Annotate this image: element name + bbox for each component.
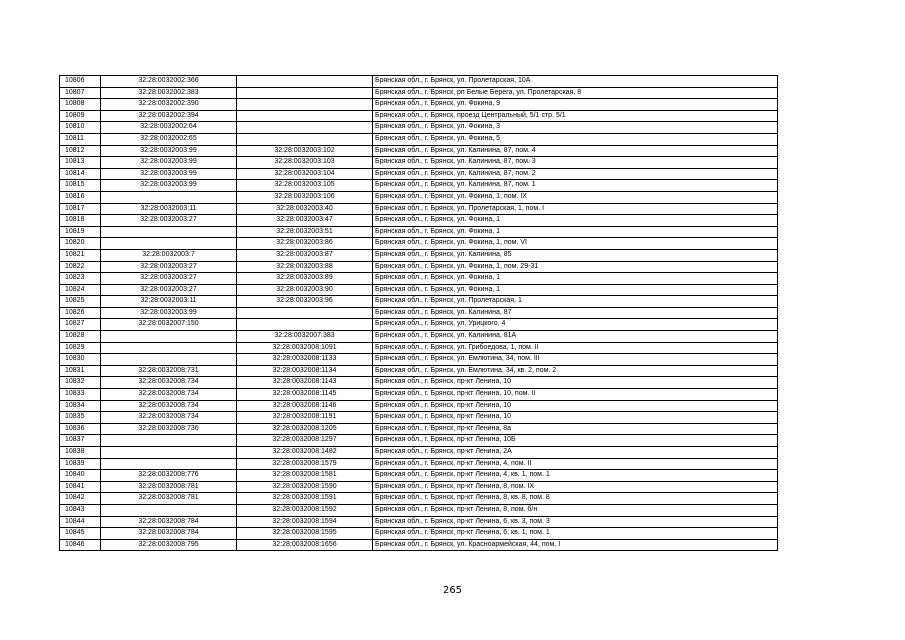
object-cadastral-number-cell: 32:28:0032003:51	[237, 226, 373, 238]
row-number-cell: 10815	[60, 180, 101, 192]
table-row	[60, 99, 778, 111]
table-row	[60, 365, 778, 377]
row-number-cell: 10824	[60, 284, 101, 296]
table-row	[60, 249, 778, 261]
address-cell: Брянская обл., г. Брянск, пр-кт Ленина, 6, кв. 1, пом. 1	[373, 528, 778, 540]
row-number-cell: 10835	[60, 412, 101, 424]
address-cell: Брянская обл., г. Брянск, пр-кт Ленина, 4, пом. II	[373, 458, 778, 470]
row-number-cell: 10844	[60, 516, 101, 528]
property-table-body	[60, 76, 778, 551]
object-cadastral-number-cell: 32:28:0032008:1592	[237, 504, 373, 516]
address-cell: Брянская обл., г. Брянск, ул. Красноармейская, 44, пом. I	[373, 539, 778, 551]
object-cadastral-number-cell: 32:28:0032008:1145	[237, 389, 373, 401]
cadastral-number-cell: 32:28:0032008:734	[101, 389, 237, 401]
object-cadastral-number-cell	[237, 133, 373, 145]
table-row	[60, 168, 778, 180]
address-cell: Брянская обл., г. Брянск, ул. Фокина, 9	[373, 99, 778, 111]
table-row	[60, 528, 778, 540]
row-number-cell: 10831	[60, 365, 101, 377]
cadastral-number-cell	[101, 447, 237, 459]
address-cell: Брянская обл., г. Брянск, пр-кт Ленина, 8, кв. 8, пом. 8	[373, 493, 778, 505]
object-cadastral-number-cell: 32:28:0032008:1656	[237, 539, 373, 551]
row-number-cell: 10836	[60, 423, 101, 435]
address-cell: Брянская обл., г. Брянск, пр-кт Ленина, 10	[373, 377, 778, 389]
address-cell: Брянская обл., г. Брянск, ул. Калинина, 87, пом. 3	[373, 157, 778, 169]
address-cell: Брянская обл., г. Брянск, пр-кт Ленина, 10Б	[373, 435, 778, 447]
object-cadastral-number-cell	[237, 307, 373, 319]
object-cadastral-number-cell	[237, 319, 373, 331]
address-cell: Брянская обл., г. Брянск, пр-кт Ленина, 4, кв. 1, пом. 1	[373, 470, 778, 482]
row-number-cell: 10843	[60, 504, 101, 516]
cadastral-number-cell	[101, 342, 237, 354]
row-number-cell: 10821	[60, 249, 101, 261]
cadastral-number-cell: 32:28:0032002:64	[101, 122, 237, 134]
object-cadastral-number-cell: 32:28:0032003:104	[237, 168, 373, 180]
table-row	[60, 389, 778, 401]
row-number-cell: 10816	[60, 191, 101, 203]
table-row	[60, 435, 778, 447]
table-row	[60, 539, 778, 551]
row-number-cell: 10828	[60, 331, 101, 343]
row-number-cell: 10845	[60, 528, 101, 540]
table-row	[60, 284, 778, 296]
object-cadastral-number-cell: 32:28:0032008:1205	[237, 423, 373, 435]
address-cell: Брянская обл., г. Брянск, ул. Калинина, 87, пом. 4	[373, 145, 778, 157]
cadastral-number-cell: 32:28:0032008:734	[101, 400, 237, 412]
page-number: 265	[442, 585, 463, 596]
row-number-cell: 10841	[60, 481, 101, 493]
row-number-cell: 10823	[60, 273, 101, 285]
object-cadastral-number-cell: 32:28:0032008:1143	[237, 377, 373, 389]
address-cell: Брянская обл., г. Брянск, ул. Калинина, 87, пом. 1	[373, 180, 778, 192]
address-cell: Брянская обл., г. Брянск, пр-кт Ленина, 10	[373, 400, 778, 412]
object-cadastral-number-cell: 32:28:0032003:96	[237, 296, 373, 308]
address-cell: Брянская обл., г. Брянск, ул. Пролетарская, 1	[373, 296, 778, 308]
table-row	[60, 331, 778, 343]
table-row	[60, 516, 778, 528]
object-cadastral-number-cell: 32:28:0032003:106	[237, 191, 373, 203]
table-row	[60, 133, 778, 145]
object-cadastral-number-cell: 32:28:0032003:87	[237, 249, 373, 261]
row-number-cell: 10814	[60, 168, 101, 180]
address-cell: Брянская обл., г. Брянск, пр-кт Ленина, 8а	[373, 423, 778, 435]
object-cadastral-number-cell	[237, 110, 373, 122]
table-row	[60, 423, 778, 435]
address-cell: Брянская обл., г. Брянск, ул. Фокина, 1, пом. VI	[373, 238, 778, 250]
cadastral-number-cell: 32:28:0032003:99	[101, 168, 237, 180]
address-cell: Брянская обл., г. Брянск, ул. Грибоедова, 1, пом. II	[373, 342, 778, 354]
address-cell: Брянская обл., г. Брянск, ул. Калинина, 81А	[373, 331, 778, 343]
table-row	[60, 504, 778, 516]
table-row	[60, 412, 778, 424]
object-cadastral-number-cell: 32:28:0032003:105	[237, 180, 373, 192]
row-number-cell: 10826	[60, 307, 101, 319]
table-row	[60, 226, 778, 238]
object-cadastral-number-cell: 32:28:0032008:1579	[237, 458, 373, 470]
row-number-cell: 10808	[60, 99, 101, 111]
object-cadastral-number-cell: 32:28:0032003:103	[237, 157, 373, 169]
cadastral-number-cell	[101, 238, 237, 250]
cadastral-number-cell: 32:28:0032003:27	[101, 273, 237, 285]
address-cell: Брянская обл., г. Брянск, ул. Фокина, 3	[373, 122, 778, 134]
cadastral-number-cell: 32:28:0032003:27	[101, 284, 237, 296]
row-number-cell: 10825	[60, 296, 101, 308]
table-row	[60, 342, 778, 354]
table-row	[60, 203, 778, 215]
address-cell: Брянская обл., г. Брянск, пр-кт Ленина, 8, пом. б/н	[373, 504, 778, 516]
object-cadastral-number-cell	[237, 87, 373, 99]
address-cell: Брянская обл., г. Брянск, ул. Фокина, 1, пом. 29-31	[373, 261, 778, 273]
address-cell: Брянская обл., г. Брянск, ул. Калинина, 85	[373, 249, 778, 261]
table-row	[60, 458, 778, 470]
object-cadastral-number-cell: 32:28:0032003:86	[237, 238, 373, 250]
object-cadastral-number-cell: 32:28:0032007:383	[237, 331, 373, 343]
table-row	[60, 493, 778, 505]
object-cadastral-number-cell: 32:28:0032008:1594	[237, 516, 373, 528]
cadastral-number-cell: 32:28:0032008:781	[101, 493, 237, 505]
object-cadastral-number-cell	[237, 76, 373, 88]
row-number-cell: 10806	[60, 76, 101, 88]
table-row	[60, 261, 778, 273]
address-cell: Брянская обл., г. Брянск, ул. Емлютина, 34, пом. III	[373, 354, 778, 366]
address-cell: Брянская обл., г. Брянск, ул. Емлютина, 34, кв. 2, пом. 2	[373, 365, 778, 377]
table-row	[60, 447, 778, 459]
row-number-cell: 10822	[60, 261, 101, 273]
cadastral-number-cell	[101, 458, 237, 470]
address-cell: Брянская обл., г. Брянск, пр-кт Ленина, 6, кв. 3, пом. 3	[373, 516, 778, 528]
cadastral-number-cell: 32:28:0032002:390	[101, 99, 237, 111]
cadastral-number-cell	[101, 504, 237, 516]
object-cadastral-number-cell: 32:28:0032003:102	[237, 145, 373, 157]
table-row	[60, 307, 778, 319]
cadastral-number-cell: 32:28:0032008:781	[101, 481, 237, 493]
address-cell: Брянская обл., г. Брянск, рп Белые Берега, ул. Пролетарская, 8	[373, 87, 778, 99]
object-cadastral-number-cell: 32:28:0032008:1297	[237, 435, 373, 447]
cadastral-number-cell: 32:28:0032008:784	[101, 516, 237, 528]
address-cell: Брянская обл., г. Брянск, ул. Фокина, 1	[373, 226, 778, 238]
cadastral-number-cell: 32:28:0032008:731	[101, 365, 237, 377]
object-cadastral-number-cell: 32:28:0032008:1191	[237, 412, 373, 424]
cadastral-number-cell: 32:28:0032008:795	[101, 539, 237, 551]
cadastral-number-cell	[101, 435, 237, 447]
cadastral-number-cell: 32:28:0032008:776	[101, 470, 237, 482]
address-cell: Брянская обл., г. Брянск, ул. Фокина, 1	[373, 215, 778, 227]
cadastral-number-cell	[101, 226, 237, 238]
address-cell: Брянская обл., г. Брянск, пр-кт Ленина, 10, пом. II	[373, 389, 778, 401]
table-row	[60, 191, 778, 203]
table-row	[60, 377, 778, 389]
cadastral-number-cell: 32:28:0032002:383	[101, 87, 237, 99]
row-number-cell: 10830	[60, 354, 101, 366]
table-row	[60, 354, 778, 366]
cadastral-number-cell: 32:28:0032003:99	[101, 307, 237, 319]
table-row	[60, 296, 778, 308]
row-number-cell: 10811	[60, 133, 101, 145]
object-cadastral-number-cell: 32:28:0032008:1482	[237, 447, 373, 459]
address-cell: Брянская обл., г. Брянск, пр-кт Ленина, 10	[373, 412, 778, 424]
table-row	[60, 470, 778, 482]
row-number-cell: 10813	[60, 157, 101, 169]
cadastral-number-cell: 32:28:0032003:27	[101, 261, 237, 273]
table-row	[60, 481, 778, 493]
table-row	[60, 238, 778, 250]
cadastral-number-cell: 32:28:0032003:99	[101, 157, 237, 169]
cadastral-number-cell: 32:28:0032002:394	[101, 110, 237, 122]
row-number-cell: 10809	[60, 110, 101, 122]
address-cell: Брянская обл., г. Брянск, проезд Центральный, 5/1 стр. 5/1	[373, 110, 778, 122]
table-row	[60, 157, 778, 169]
object-cadastral-number-cell: 32:28:0032008:1591	[237, 493, 373, 505]
property-table	[59, 75, 778, 551]
address-cell: Брянская обл., г. Брянск, ул. Пролетарская, 10А	[373, 76, 778, 88]
object-cadastral-number-cell	[237, 122, 373, 134]
address-cell: Брянская обл., г. Брянск, ул. Пролетарская, 1, пом. I	[373, 203, 778, 215]
address-cell: Брянская обл., г. Брянск, ул. Фокина, 1, пом. IX	[373, 191, 778, 203]
row-number-cell: 10827	[60, 319, 101, 331]
table-row	[60, 319, 778, 331]
object-cadastral-number-cell: 32:28:0032008:1134	[237, 365, 373, 377]
cadastral-number-cell	[101, 354, 237, 366]
row-number-cell: 10840	[60, 470, 101, 482]
row-number-cell: 10807	[60, 87, 101, 99]
cadastral-number-cell	[101, 191, 237, 203]
row-number-cell: 10817	[60, 203, 101, 215]
cadastral-number-cell: 32:28:0032003:99	[101, 145, 237, 157]
row-number-cell: 10833	[60, 389, 101, 401]
cadastral-number-cell: 32:28:0032008:734	[101, 412, 237, 424]
object-cadastral-number-cell: 32:28:0032003:90	[237, 284, 373, 296]
cadastral-number-cell: 32:28:0032002:366	[101, 76, 237, 88]
address-cell: Брянская обл., г. Брянск, ул. Калинина, 87, пом. 2	[373, 168, 778, 180]
row-number-cell: 10846	[60, 539, 101, 551]
object-cadastral-number-cell: 32:28:0032003:88	[237, 261, 373, 273]
row-number-cell: 10834	[60, 400, 101, 412]
cadastral-number-cell: 32:28:0032008:736	[101, 423, 237, 435]
object-cadastral-number-cell: 32:28:0032008:1091	[237, 342, 373, 354]
cadastral-number-cell: 32:28:0032003:11	[101, 203, 237, 215]
cadastral-number-cell	[101, 331, 237, 343]
object-cadastral-number-cell: 32:28:0032008:1590	[237, 481, 373, 493]
row-number-cell: 10812	[60, 145, 101, 157]
address-cell: Брянская обл., г. Брянск, пр-кт Ленина, 2А	[373, 447, 778, 459]
table-row	[60, 215, 778, 227]
object-cadastral-number-cell: 32:28:0032003:47	[237, 215, 373, 227]
table-row	[60, 180, 778, 192]
table-row	[60, 87, 778, 99]
row-number-cell: 10829	[60, 342, 101, 354]
row-number-cell: 10842	[60, 493, 101, 505]
row-number-cell: 10819	[60, 226, 101, 238]
table-row	[60, 122, 778, 134]
object-cadastral-number-cell: 32:28:0032003:40	[237, 203, 373, 215]
row-number-cell: 10818	[60, 215, 101, 227]
cadastral-number-cell: 32:28:0032008:784	[101, 528, 237, 540]
address-cell: Брянская обл., г. Брянск, ул. Калинина, 87	[373, 307, 778, 319]
table-row	[60, 110, 778, 122]
row-number-cell: 10832	[60, 377, 101, 389]
cadastral-number-cell: 32:28:0032003:7	[101, 249, 237, 261]
cadastral-number-cell: 32:28:0032003:99	[101, 180, 237, 192]
address-cell: Брянская обл., г. Брянск, пр-кт Ленина, 8, пом. IX	[373, 481, 778, 493]
address-cell: Брянская обл., г. Брянск, ул. Урицкого, 4	[373, 319, 778, 331]
table-row	[60, 76, 778, 88]
row-number-cell: 10820	[60, 238, 101, 250]
table-row	[60, 400, 778, 412]
row-number-cell: 10839	[60, 458, 101, 470]
cadastral-number-cell: 32:28:0032003:11	[101, 296, 237, 308]
object-cadastral-number-cell: 32:28:0032008:1581	[237, 470, 373, 482]
row-number-cell: 10837	[60, 435, 101, 447]
cadastral-number-cell: 32:28:0032003:27	[101, 215, 237, 227]
cadastral-number-cell: 32:28:0032007:150	[101, 319, 237, 331]
object-cadastral-number-cell: 32:28:0032008:1595	[237, 528, 373, 540]
row-number-cell: 10838	[60, 447, 101, 459]
address-cell: Брянская обл., г. Брянск, ул. Фокина, 1	[373, 284, 778, 296]
object-cadastral-number-cell: 32:28:0032003:89	[237, 273, 373, 285]
table-row	[60, 145, 778, 157]
cadastral-number-cell: 32:28:0032002:65	[101, 133, 237, 145]
cadastral-number-cell: 32:28:0032008:734	[101, 377, 237, 389]
address-cell: Брянская обл., г. Брянск, ул. Фокина, 5	[373, 133, 778, 145]
object-cadastral-number-cell: 32:28:0032008:1133	[237, 354, 373, 366]
table-row	[60, 273, 778, 285]
row-number-cell: 10810	[60, 122, 101, 134]
object-cadastral-number-cell	[237, 99, 373, 111]
object-cadastral-number-cell: 32:28:0032008:1146	[237, 400, 373, 412]
address-cell: Брянская обл., г. Брянск, ул. Фокина, 1	[373, 273, 778, 285]
